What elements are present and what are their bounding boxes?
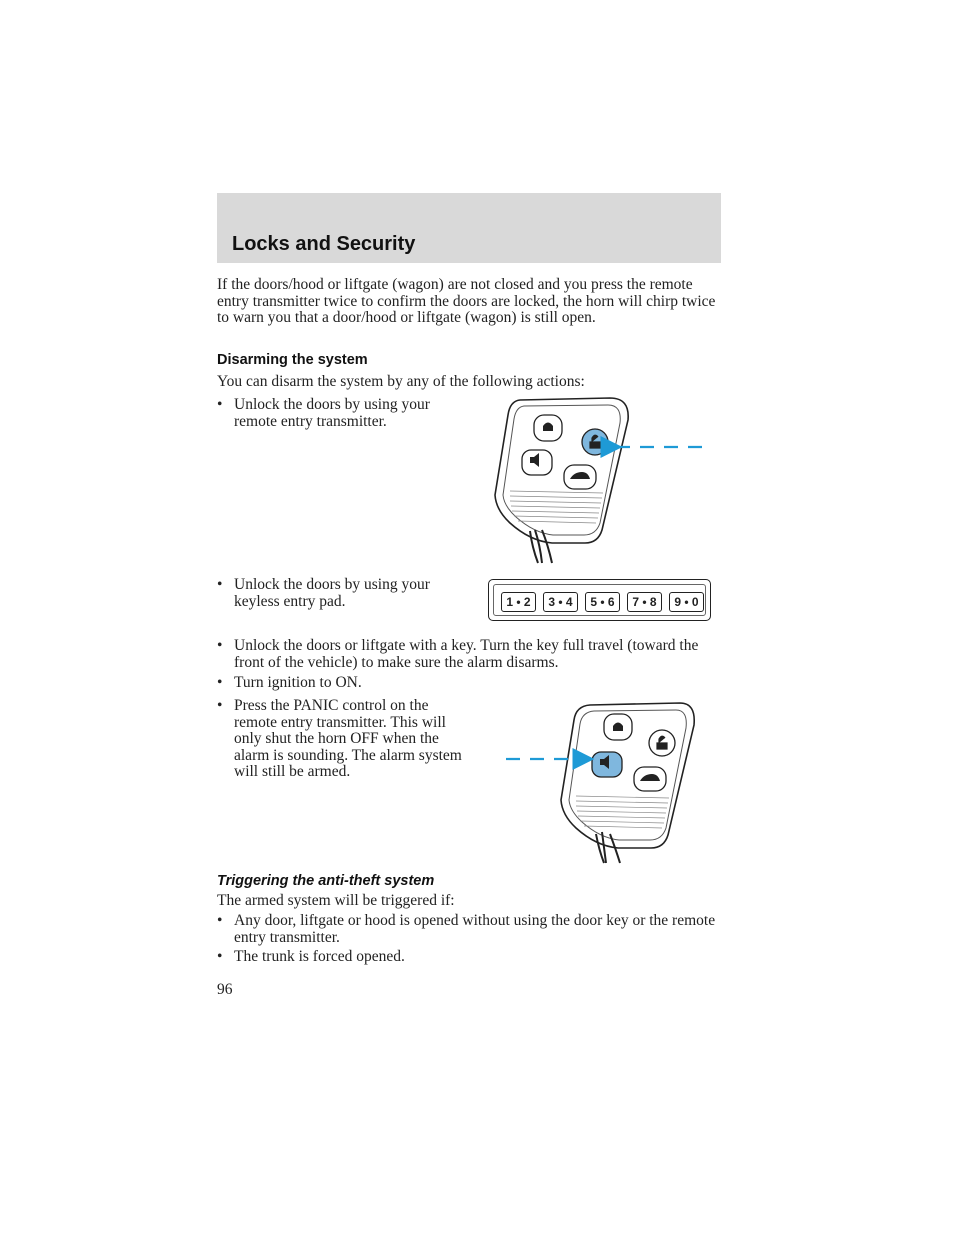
trigger-intro: The armed system will be triggered if: [217,892,455,909]
trigger-heading: Triggering the anti-theft system [217,873,435,889]
keypad-button-7-8: 7 • 8 [627,592,662,612]
page-number: 96 [217,981,233,998]
keypad-button-9-0: 9 • 0 [669,592,704,612]
disarm-intro: You can disarm the system by any of the following actions: [217,373,585,390]
disarm-heading: Disarming the system [217,352,368,368]
keypad-button-5-6: 5 • 6 [585,592,620,612]
remote-transmitter-unlock-illustration [490,395,710,565]
keyless-entry-pad-illustration [488,579,711,621]
remote-transmitter-panic-illustration [500,700,700,865]
intro-paragraph: If the doors/hood or liftgate (wagon) are not closed and you press the remote entry transmitter twice to confirm the doors are locked, the horn will chirp twice to warn you that a door/hood or liftgate (wagon) is still open. [217,276,716,326]
section-header [217,193,721,263]
keypad-button-3-4: 3 • 4 [543,592,578,612]
keypad-button-1-2: 1 • 2 [501,592,536,612]
section-title: Locks and Security [232,233,416,255]
